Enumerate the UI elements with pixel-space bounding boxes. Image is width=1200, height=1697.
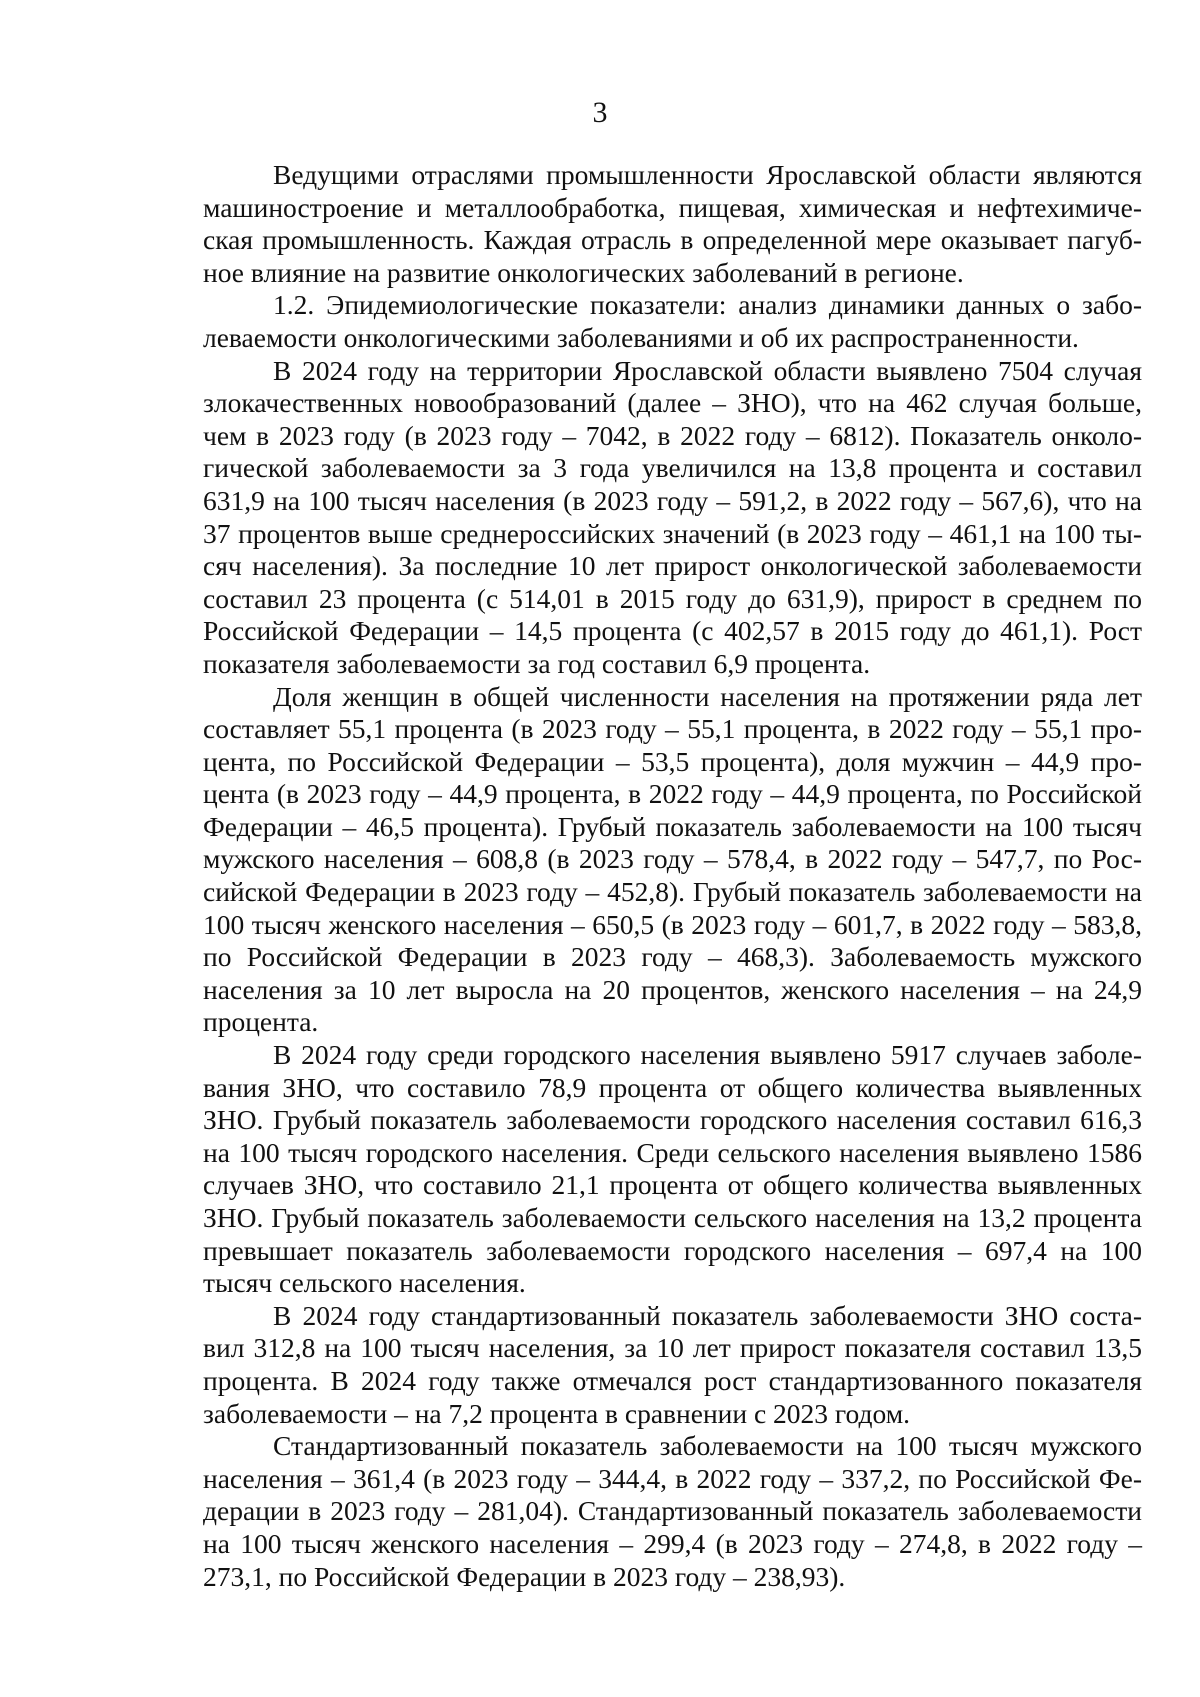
paragraph-industry: Ведущими отраслями промышленности Ярославской области являются машиностроение и металлообработка, пищевая, химическая и нефтехимическая промышленность. Каждая отрасль в определенной мере оказывает пагубное влияние на развитие онкологических заболеваний в регионе. — [203, 159, 1142, 288]
paragraph-standardized-rate: В 2024 году стандартизованный показатель заболеваемости ЗНО составил 312,8 на 100 тысяч населения, за 10 лет прирост показателя составил 13,5 процента. В 2024 году также отмечался рост стандартизованного показателя заболеваемости – на 7,2 процента в сравнении с 2023 годом. — [203, 1299, 1142, 1429]
paragraph-gender-share: Доля женщин в общей численности населения на протяжении ряда лет составляет 55,1 процента (в 2023 году – 55,1 процента, в 2022 году – 55,1 процента, по Российской Федерации – 53,5 процента), доля мужчин – 44,9 процента (в 2023 году – 44,9 процента, в 2022 году – 44,9 процента, по Российской Федерации – 46,5 процента). Грубый показатель заболеваемости на 100 тысяч мужского населения – 608,8 (в 2023 году – 578,4, в 2022 году – 547,7, по Российской Федерации в 2023 году – 452,8). Грубый показатель заболеваемости на 100 тысяч женского населения – 650,5 (в 2023 году – 601,7, в 2022 году – 583,8, по Российской Федерации в 2023 году – 468,3). Заболеваемость мужского населения за 10 лет выросла на 20 процентов, женского населения – на 24,9 процента. — [203, 680, 1142, 1038]
paragraph-section-heading: 1.2. Эпидемиологические показатели: анализ динамики данных о заболеваемости онкологическими заболеваниями и об их распространенности. — [203, 289, 1142, 353]
paragraph-standardized-by-gender: Стандартизованный показатель заболеваемости на 100 тысяч мужского населения – 361,4 (в 2023 году – 344,4, в 2022 году – 337,2, по Российской Федерации в 2023 году – 281,04). Стандартизованный показатель заболеваемости на 100 тысяч женского населения – 299,4 (в 2023 году – 274,8, в 2022 году – 273,1, по Российской Федерации в 2023 году – 238,93). — [203, 1430, 1142, 1592]
paragraph-incidence-2024: В 2024 году на территории Ярославской области выявлено 7504 случая злокачественных новообразований (далее – ЗНО), что на 462 случая больше, чем в 2023 году (в 2023 году – 7042, в 2022 году – 6812). Показатель онкологической заболеваемости за 3 года увеличился на 13,8 процента и составил 631,9 на 100 тысяч населения (в 2023 году – 591,2, в 2022 году – 567,6), что на 37 процентов выше среднероссийских значений (в 2023 году – 461,1 на 100 тысяч населения). За последние 10 лет прирост онкологической заболеваемости составил 23 процента (с 514,01 в 2015 году до 631,9), прирост в среднем по Российской Федерации – 14,5 процента (с 402,57 в 2015 году до 461,1). Рост показателя заболеваемости за год составил 6,9 процента. — [203, 354, 1142, 679]
document-body — [203, 159, 1142, 1593]
paragraph-urban-rural: В 2024 году среди городского населения выявлено 5917 случаев заболевания ЗНО, что составило 78,9 процента от общего количества выявленных ЗНО. Грубый показатель заболеваемости городского населения составил 616,3 на 100 тысяч городского населения. Среди сельского населения выявлено 1586 случаев ЗНО, что составило 21,1 процента от общего количества выявленных ЗНО. Грубый показатель заболеваемости сельского населения на 13,2 процента превышает показатель заболеваемости городского населения – 697,4 на 100 тысяч сельского населения. — [203, 1039, 1142, 1299]
page-number: 3 — [592, 96, 608, 129]
